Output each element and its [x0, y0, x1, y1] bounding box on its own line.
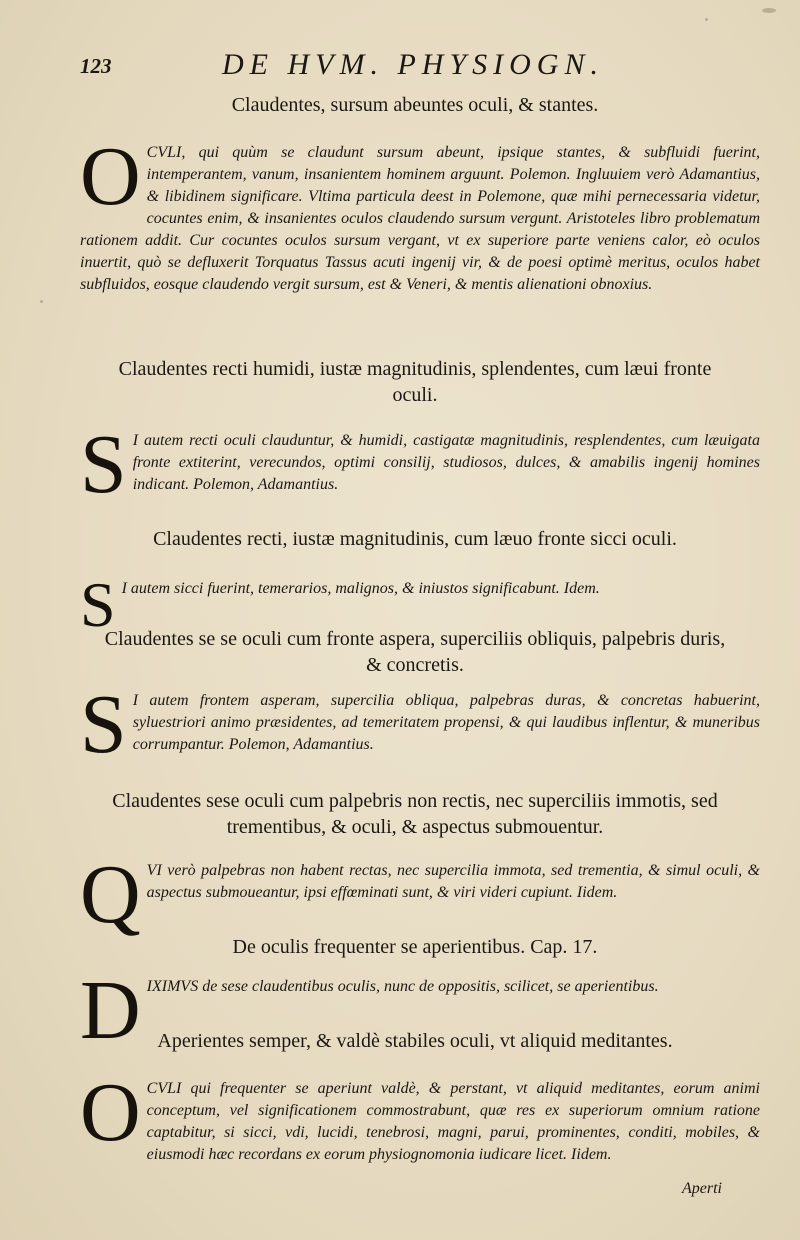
paragraph-text: I autem frontem asperam, supercilia obliqua, palpebras duras, & concretas habuerint, syluestriori animo præsidentes, ad temeritatem propensi, & qui laudibus inflentur, & muneribus corrumpantur. Polemon, Adamantius.	[132, 692, 760, 753]
section-paragraph	[80, 130, 760, 296]
section-heading: Aperientes semper, & valdè stabiles oculi, vt aliquid meditantes.	[157, 1030, 673, 1052]
running-title: DE HVM. PHYSIOGN.	[222, 48, 604, 81]
section-paragraph	[80, 848, 760, 941]
drop-capital: D	[80, 964, 141, 1057]
section-heading: Claudentes recti humidi, iustæ magnitudinis, splendentes, cum læui fronte oculi.	[118, 358, 712, 406]
page-number: 123	[80, 54, 112, 78]
ink-blot	[762, 8, 776, 13]
section-paragraph	[80, 1066, 760, 1166]
ink-speck	[705, 18, 708, 21]
drop-capital: O	[80, 130, 141, 223]
paragraph-text: I autem sicci fuerint, temerarios, malignos, & iniustos significabunt. Idem.	[121, 580, 600, 597]
section-heading: Claudentes sese oculi cum palpebris non rectis, nec superciliis immotis, sed trementibus, & oculi, & aspectus submouentur.	[112, 790, 718, 838]
drop-capital: S	[80, 569, 116, 640]
drop-capital: S	[80, 418, 127, 511]
paragraph-text: IXIMVS de sese claudentibus oculis, nunc de oppositis, scilicet, se aperientibus.	[146, 978, 659, 995]
section-heading: Claudentes recti, iustæ magnitudinis, cum læuo fronte sicci oculi.	[153, 528, 677, 550]
section-heading: Claudentes, sursum abeuntes oculi, & stantes.	[231, 94, 599, 116]
ink-speck	[40, 300, 43, 303]
section-paragraph	[80, 678, 760, 771]
section-paragraph	[80, 418, 760, 511]
paragraph-text: CVLI, qui quùm se claudunt sursum abeunt, ipsique stantes, & subfluidi fuerint, intemperantem, vanum, insanientem hominem arguunt. Polemon. Ingluuiem verò Adamantius, & libidinem significare. Vltima particula deest in Polemone, quæ mihi pernecessaria videtur, cocuntes enim, & insanientes oculos claudendo sursum vergunt. Aristoteles libro problematum rationem addit. Cur cocuntes oculos sursum vergant, vt ex superiore parte veniens calor, eò oculos inuertit, quò se defluxerit Torquatus Tassus acuti ingenij vir, & de poesi optimè meritus, oculos habet subfluidos, eosque claudendo vergit sursum, est & Veneri, & mentis alienationi obnoxius.	[80, 144, 760, 293]
chapter-heading: De oculis frequenter se aperientibus. Cap. 17.	[232, 936, 598, 958]
section-heading: Claudentes se se oculi cum fronte aspera, superciliis obliquis, palpebris duris, & concretis.	[104, 628, 726, 676]
paragraph-text: VI verò palpebras non habent rectas, nec supercilia immota, sed trementia, & simul oculi, & aspectus submoueantur, ipsi effœminati sunt, & viri videri cupiunt. Iidem.	[146, 862, 760, 901]
drop-capital: O	[80, 1066, 141, 1159]
paragraph-text: CVLI qui frequenter se aperiunt valdè, & perstant, vt aliquid meditantes, eorum animi conceptum, vel significationem commostrabunt, quæ res ex superiorum omnium ratione captabitur, si sicci, vdi, lucidi, tenebrosi, magni, parui, prominentes, conditi, mobiles, & eiusmodi hæc recordans ex eorum physiognomonia iudicare licet. Iidem.	[146, 1080, 760, 1163]
page-header	[80, 48, 760, 88]
drop-capital: Q	[80, 848, 141, 941]
catchword: Aperti	[682, 1180, 722, 1197]
paragraph-text: I autem recti oculi clauduntur, & humidi, castigatæ magnitudinis, resplendentes, cum læuigata fronte extiterint, verecundos, optimi consilij, studiosos, dulces, & amabilis ingenij homines indicant. Polemon, Adamantius.	[132, 432, 760, 493]
drop-capital: S	[80, 678, 127, 771]
section-paragraph	[80, 569, 760, 640]
